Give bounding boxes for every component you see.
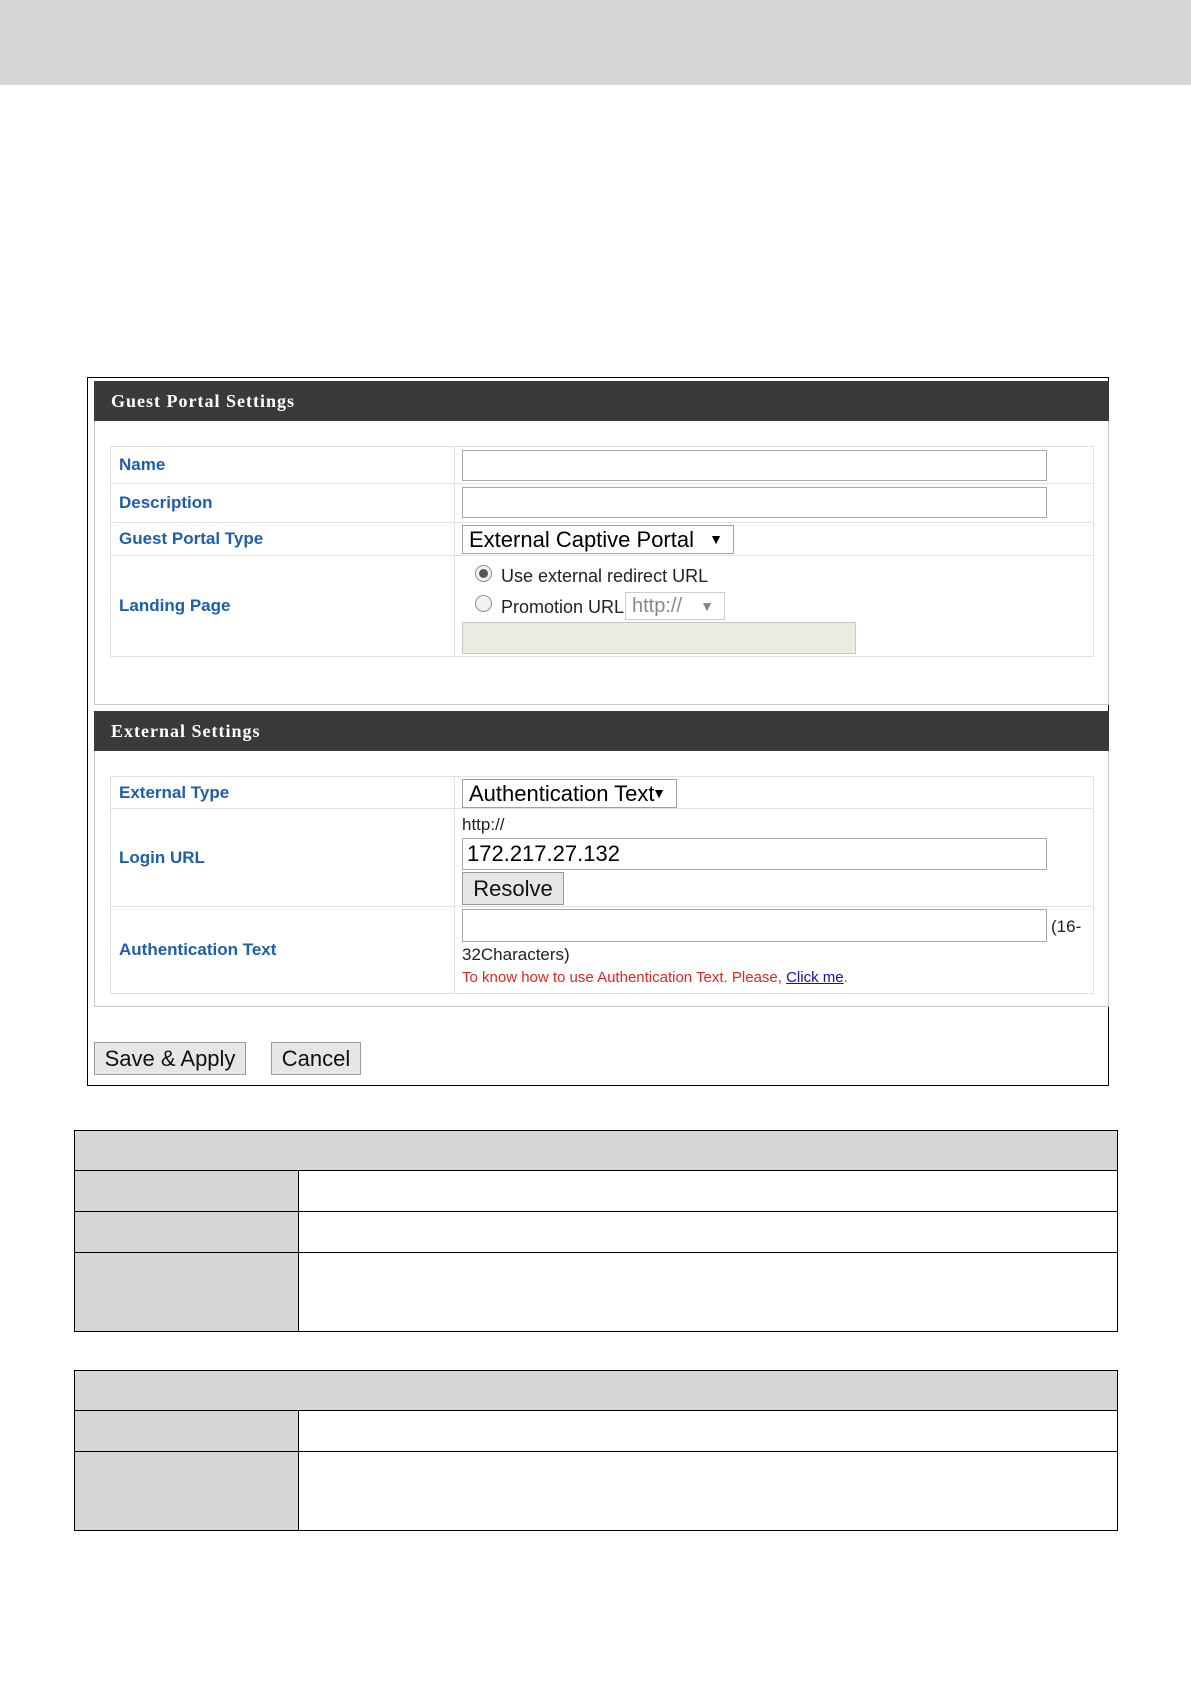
click-me-link[interactable]: Click me: [786, 969, 844, 986]
promotion-url-label: Promotion URL: [501, 597, 625, 617]
chevron-down-icon: ▼: [709, 531, 723, 547]
parameter-table-2: [74, 1370, 1118, 1531]
table-row: [75, 1253, 1117, 1331]
auth-text-input[interactable]: [462, 909, 1047, 942]
chevron-down-icon: ▼: [700, 598, 714, 614]
table-row: [75, 1212, 1117, 1253]
guest-portal-section-title: Guest Portal Settings: [94, 381, 1109, 421]
external-redirect-label: Use external redirect URL: [501, 566, 709, 586]
external-type-label: External Type: [111, 777, 455, 808]
external-section-title: External Settings: [94, 711, 1109, 751]
auth-help-text: To know how to use Authentication Text. Please,: [462, 969, 787, 986]
landing-page-label: Landing Page: [111, 556, 455, 656]
external-redirect-radio[interactable]: [475, 565, 492, 582]
external-type-row: [110, 776, 1094, 809]
save-apply-button[interactable]: Save & Apply: [94, 1042, 246, 1075]
table-cell-label: [75, 1452, 299, 1530]
promotion-protocol-value: http://: [632, 595, 683, 617]
auth-text-hint-start: (16-: [1051, 917, 1082, 936]
table-cell-label: [75, 1212, 299, 1252]
cancel-button[interactable]: Cancel: [271, 1042, 361, 1075]
promotion-url-input[interactable]: [462, 622, 856, 654]
table-cell-label: [75, 1171, 299, 1211]
auth-text-hint-end: 32Characters): [462, 945, 570, 964]
login-url-input[interactable]: [462, 838, 1047, 870]
table-header: [75, 1371, 1117, 1411]
auth-help-line: [462, 969, 848, 986]
settings-screenshot: [87, 377, 1109, 1086]
description-input[interactable]: [462, 487, 1047, 518]
name-label: Name: [111, 447, 455, 483]
login-url-label: Login URL: [111, 809, 455, 906]
login-url-row: [110, 809, 1094, 907]
table-row: [75, 1411, 1117, 1452]
description-label: Description: [111, 484, 455, 522]
table-header: [75, 1131, 1117, 1171]
promotion-url-radio[interactable]: [475, 595, 492, 612]
resolve-button[interactable]: Resolve: [462, 872, 564, 905]
landing-page-row: [110, 556, 1094, 657]
portal-type-value: External Captive Portal: [469, 527, 694, 552]
name-input[interactable]: [462, 450, 1047, 481]
portal-type-label: Guest Portal Type: [111, 523, 455, 555]
auth-text-row: [110, 907, 1094, 994]
table-row: [75, 1452, 1117, 1530]
table-cell-label: [75, 1253, 299, 1331]
portal-type-select[interactable]: [462, 525, 734, 554]
chevron-down-icon: ▼: [652, 785, 666, 801]
auth-help-end: .: [843, 969, 848, 986]
auth-text-label: Authentication Text: [111, 907, 455, 993]
portal-type-row: [110, 523, 1094, 556]
description-row: [110, 484, 1094, 523]
name-row: [110, 446, 1094, 484]
promotion-protocol-select[interactable]: [625, 592, 725, 620]
table-cell-label: [75, 1411, 299, 1451]
external-type-value: Authentication Text: [469, 781, 655, 806]
parameter-table-1: [74, 1130, 1118, 1332]
login-url-prefix: http://: [462, 815, 505, 834]
external-type-select[interactable]: [462, 779, 677, 808]
page-header-band: [0, 0, 1191, 85]
table-row: [75, 1171, 1117, 1212]
